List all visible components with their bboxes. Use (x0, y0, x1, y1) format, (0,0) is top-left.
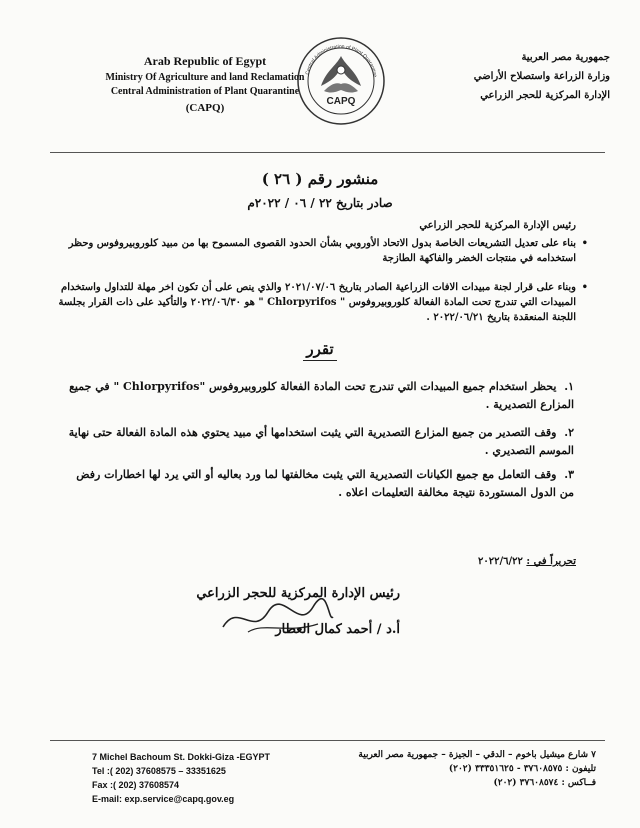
decision-item-3 (64, 466, 574, 502)
decision-underline (303, 360, 337, 361)
date-written-label: تحريراً في : (526, 556, 576, 567)
header-administration-ar: الإدارة المركزية للحجر الزراعي (480, 90, 610, 101)
header-arabic (410, 48, 610, 105)
footer-email-en[interactable]: E-mail: exp.service@capq.gov.eg (92, 794, 235, 804)
header-ministry-en: Ministry Of Agriculture and land Reclamation (105, 72, 305, 83)
footer-arabic (358, 748, 596, 790)
header-country-en: Arab Republic of Egypt (143, 54, 267, 68)
capq-logo-icon (296, 36, 386, 126)
signatory-name: أ.د / أحمد كمال العطار (275, 622, 400, 637)
date-written-value: ٢٠٢٢/٦/٢٢ (478, 556, 523, 567)
footer-divider (50, 740, 605, 741)
addressee: رئيس الإدارة المركزية للحجر الزراعي (419, 220, 576, 231)
bullet-icon: • (581, 238, 588, 249)
decision-item-number: ٣. (564, 468, 574, 481)
footer-address-ar: ٧ شارع ميشيل باخوم – الدقي – الجيزة – جمهورية مصر العربية (358, 750, 596, 760)
decision-item-text: يحظر استخدام جميع المبيدات التي تندرج تحت المادة الفعالة كلوروبيروفوس "Chlorpyrifos " في جميع المزارع التصديرية . (69, 380, 574, 411)
decision-item-number: ٢. (564, 426, 574, 439)
header-administration-en: Central Administration of Plant Quarantine (110, 86, 300, 97)
logo-text: CAPQ (326, 96, 356, 107)
header-ministry-ar: وزارة الزراعة واستصلاح الأراضي (473, 71, 610, 82)
header-english (95, 54, 315, 114)
footer-fax-en: Fax :( 202) 37608574 (92, 780, 180, 790)
footer-tel-en: Tel :( 202) 37608575 – 33351625 (92, 766, 226, 776)
preamble-text-2: وبناء على قرار لجنة مبيدات الافات الزراعية الصادر بتاريخ ٢٠٢١/٠٧/٠٦ والذي ينص على أن تكون اخر مهلة للتداول واستخدام المبيدات التي تندرج تحت المادة الفعالة كلوروبيروفوس " Chlorpyrifos " هو ٢٠٢٢/٠٦/٣٠ والتأكيد على ذات القرار بجلسة اللجنة المنعقدة بتاريخ ٢٠٢٢/٠٦/٢١ . (58, 282, 576, 323)
decision-heading: تقرر (306, 340, 334, 358)
decision-item-text: وقف التصدير من جميع المزارع التصديرية التي يثبت استخدامها أي مبيد يحتوي هذه المادة الفعالة حتى نهاية الموسم التصديري . (68, 426, 574, 457)
preamble-text-1: بناء على تعديل التشريعات الخاصة بدول الاتحاد الأوروبي بشأن الحدود القصوى المسموح بها من مبيد كلوروبيروفوس وحظر استخدامه في منتجات الخضر والفاكهة الطازجة (68, 238, 576, 264)
circular-number: منشور رقم ( ٢٦ ) (261, 170, 379, 188)
footer-fax-ar: فــاكس : ٣٧٦٠٨٥٧٤ (٢٠٢) (493, 778, 596, 788)
logo-ring-text: Central Administration of Plant Quarantine (304, 43, 378, 78)
preamble-bullet-1 (56, 236, 588, 266)
decision-item-number: ١. (564, 380, 574, 393)
preamble-bullet-2 (56, 280, 588, 325)
decision-item-text: وقف التعامل مع جميع الكيانات التصديرية التي يثبت مخالفتها لما ورد بعاليه أو التي يرد لها اخطارات رفض من الدول المستوردة نتيجة مخالفة التعليمات اعلاه . (76, 468, 574, 499)
footer-address-en: 7 Michel Bachoum St. Dokki-Giza -EGYPT (92, 752, 271, 762)
header-divider (50, 152, 605, 153)
header-abbrev-en: (CAPQ) (185, 102, 225, 114)
signatory-role: رئيس الإدارة المركزية للحجر الزراعي (196, 586, 400, 601)
footer-english (92, 750, 270, 806)
issue-date: صادر بتاريخ ٢٢ / ٠٦ / ٢٠٢٢م (247, 196, 393, 210)
bullet-icon: • (581, 282, 588, 293)
date-written (478, 556, 576, 567)
footer-tel-ar: تليفون : ٣٧٦٠٨٥٧٥ - ٣٣٣٥١٦٢٥ (٢٠٢) (448, 764, 596, 774)
header-country-ar: جمهورية مصر العربية (521, 52, 610, 63)
decision-item-2 (64, 424, 574, 460)
decision-item-1 (64, 378, 574, 414)
